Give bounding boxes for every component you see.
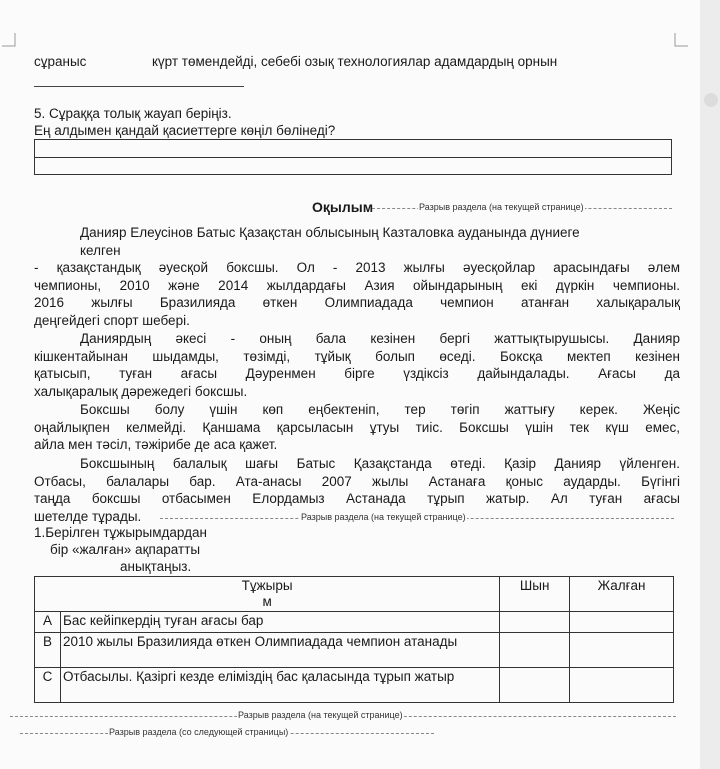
- text-line: Отбасы, балалары бар. Ата-анасы 2007 жылы Астанаға қоныс аударды. Бүгінгі: [34, 473, 680, 489]
- row-letter: B: [35, 633, 61, 668]
- answer-underline: [34, 86, 244, 87]
- text-line: қатысып, туған ағасы Дәуренмен бірге үздіксіз дайындалады. Ағасы да: [34, 366, 680, 382]
- header-false: Жалған: [570, 577, 674, 612]
- section-break-label: Разрыв раздела (на текущей странице): [238, 710, 403, 720]
- row-statement: Бас кейіпкердің туған ағасы бар: [60, 612, 499, 633]
- section-break-paragraph: [160, 512, 674, 524]
- row-letter: C: [35, 668, 61, 703]
- header-statement-b: м: [262, 594, 272, 609]
- false-answer-cell[interactable]: [570, 612, 674, 633]
- task1-line2: бір «жалған» ақпаратты: [50, 542, 201, 557]
- text-line: таңда боксшы отбасымен Елордамыз Астанада тұрып жатыр. Ал туған ағасы: [34, 491, 680, 507]
- text-line: айла мен тәсіл, тәжірибе де аса қажет.: [34, 437, 278, 453]
- section-break-label: Разрыв раздела (на текущей странице): [419, 202, 584, 212]
- section-break-next-page: [20, 727, 434, 739]
- task1-line3: анықтаңыз.: [120, 559, 192, 574]
- scroll-knob[interactable]: [704, 93, 718, 107]
- true-answer-cell[interactable]: [500, 668, 570, 703]
- text-line: оңайлықпен келмейді. Қаншама қарсыласын ұтуы тиіс. Боксшы үшін тек күш емес,: [34, 419, 680, 435]
- crop-mark-top-left: [2, 33, 16, 47]
- section-break-heading: [372, 202, 672, 214]
- text-line: халықаралық дәрежедегі боксшы.: [34, 383, 248, 399]
- top-line-right: күрт төмендейді, себебі озық технологиялар адамдардың орнын: [152, 54, 558, 69]
- top-line-left: сұраныс: [34, 54, 87, 69]
- reading-paragraph-1: [34, 224, 680, 330]
- false-answer-cell[interactable]: [570, 668, 674, 703]
- reading-paragraph-3: [34, 401, 680, 454]
- text-line: чемпионы, 2010 және 2014 жылдардағы Азия ойындарының екі дүркін чемпионы.: [34, 277, 680, 293]
- reading-paragraph-2: [34, 330, 680, 400]
- reading-heading: Оқылым: [312, 199, 374, 215]
- true-answer-cell[interactable]: [500, 633, 570, 668]
- task1-line1: 1.Берілген тұжырымдардан: [34, 525, 207, 540]
- table-row: [35, 612, 674, 633]
- table-header-row: [35, 577, 674, 612]
- row-letter: A: [35, 612, 61, 633]
- row-statement: 2010 жылы Бразилияда өткен Олимпиадада чемпион атанады: [60, 633, 499, 668]
- question5-line1: 5. Сұраққа толық жауап беріңіз.: [34, 106, 232, 121]
- question5-answer-box[interactable]: [34, 139, 672, 175]
- text-line: Боксшы болу үшін көп еңбектеніп, тер төгіп жаттығу керек. Жеңіс: [80, 402, 680, 417]
- crop-mark-top-right: [674, 33, 688, 47]
- true-answer-cell[interactable]: [500, 612, 570, 633]
- text-line: шетелде тұрады.: [34, 508, 142, 524]
- table-row: [35, 633, 674, 668]
- right-scroll-gutter[interactable]: [700, 0, 720, 769]
- table-row: [35, 668, 674, 703]
- text-line: - қазақстандық әуесқой боксшы. Ол - 2013 жылғы әуесқойлар арасындағы әлем: [34, 260, 680, 276]
- text-line: келген: [80, 242, 121, 258]
- row-statement: Отбасылы. Қазіргі кезде еліміздің бас қаласында тұрып жатыр: [60, 668, 499, 703]
- text-line: кішкентайынан шыдамды, төзімді, тұйық болып өседі. Боксқа мектеп кезінен: [34, 348, 680, 364]
- header-statement: [35, 577, 500, 612]
- answer-box-divider: [35, 157, 671, 158]
- section-break-label: Разрыв раздела (на текущей странице): [301, 512, 466, 522]
- header-statement-a: Тұжыры: [241, 578, 293, 593]
- section-break-label: Разрыв раздела (со следующей страницы): [109, 727, 289, 737]
- question5-line2: Ең алдымен қандай қасиеттерге көңіл бөлінеді?: [34, 123, 336, 138]
- false-answer-cell[interactable]: [570, 633, 674, 668]
- text-line: деңгейдегі спорт шебері.: [34, 312, 190, 328]
- text-line: Даниярдың әкесі - оның бала кезінен бергі жаттықтырушысы. Данияр: [80, 331, 680, 346]
- section-break-bottom: [10, 710, 676, 722]
- text-line: Боксшының балалық шағы Батыс Қазақстанда өтеді. Қазір Данияр үйленген.: [80, 456, 680, 471]
- text-line: 2016 жылғы Бразилияда өткен Олимпиадада чемпион атанған халықаралық: [34, 295, 680, 311]
- statements-table: [34, 576, 674, 703]
- text-line: Данияр Елеусінов Батыс Қазақстан облысының Казталовка ауданында дүниеге: [80, 225, 580, 240]
- header-true: Шын: [500, 577, 570, 612]
